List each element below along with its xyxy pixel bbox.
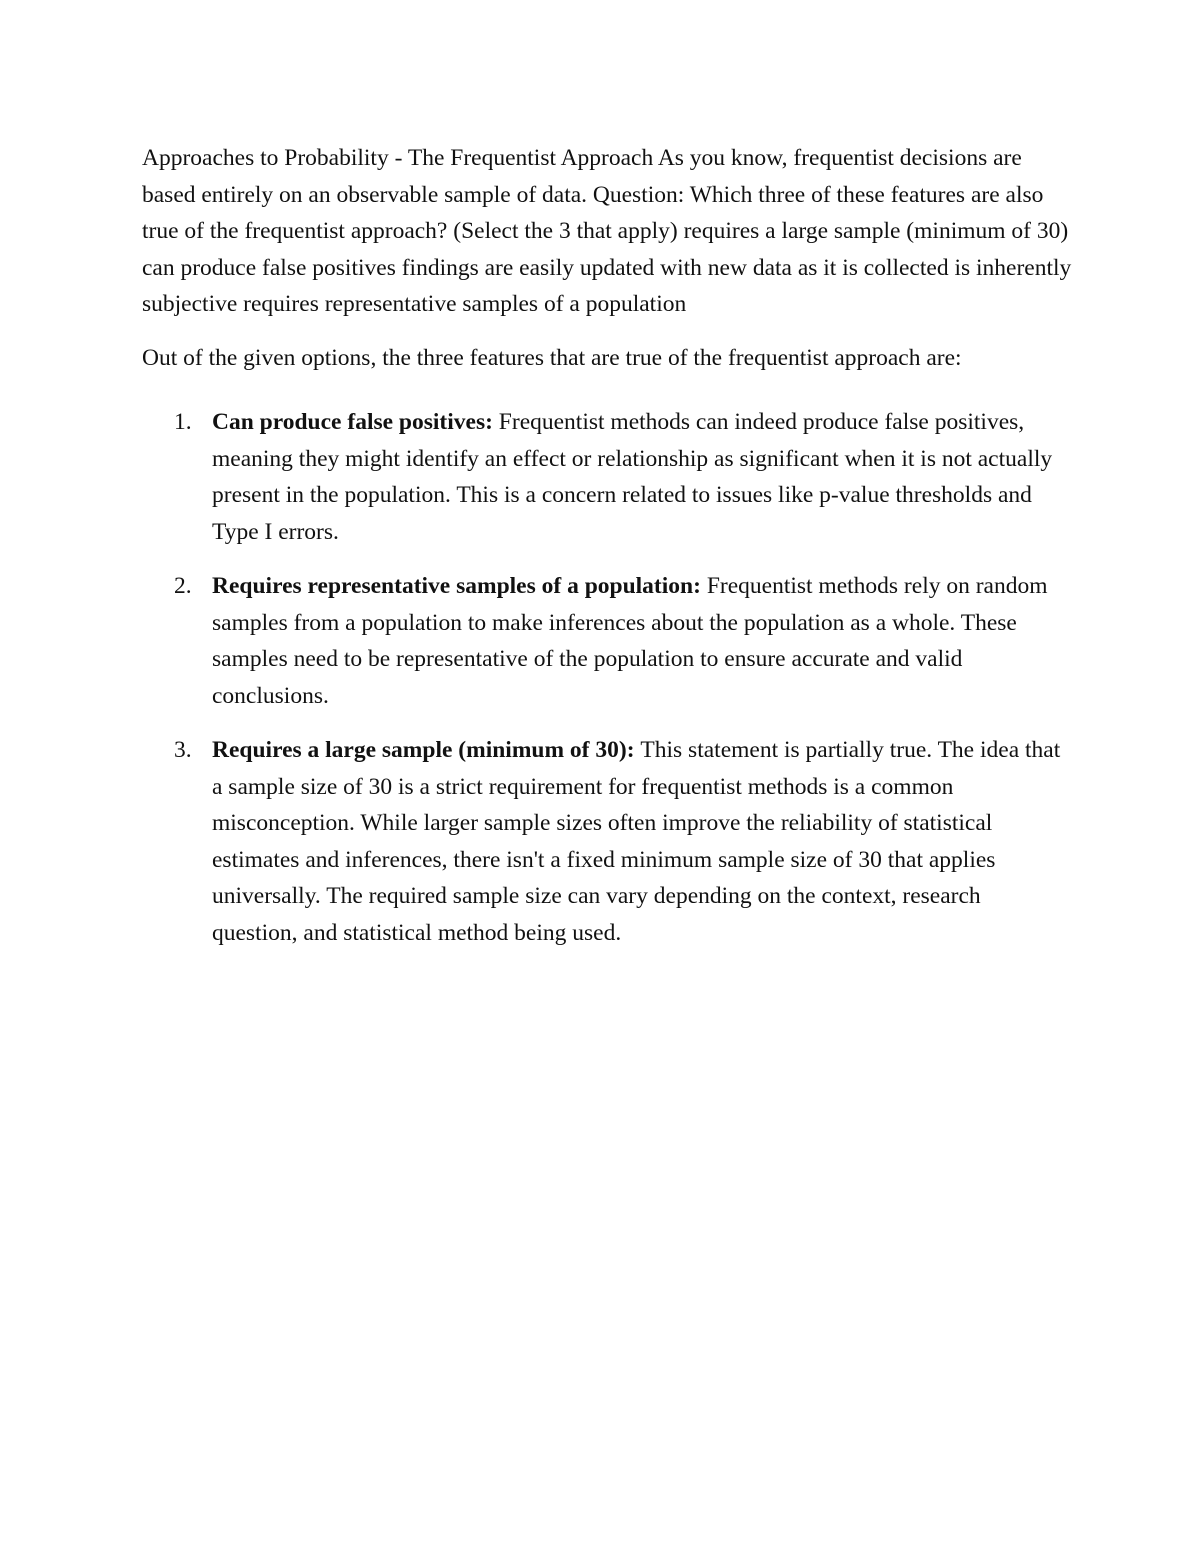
- answer-title: Requires representative samples of a population:: [212, 573, 707, 599]
- answer-title: Can produce false positives:: [212, 409, 499, 435]
- answer-text: Frequentist methods rely on random samples from a population to make inferences about the population as a whole. These samples need to be representative of the population to ensure accurate and valid conclusions.: [212, 573, 1048, 709]
- question-paragraph: Approaches to Probability - The Frequentist Approach As you know, frequentist decisions are based entirely on an observable sample of data. Question: Which three of these features are also true of the frequentist approach? (Select the 3 that apply) requires a large sample (minimum of 30) can produce false positives findings are easily updated with new data as it is collected is inherently subjective requires representative samples of a population: [142, 145, 1072, 317]
- list-number: 3.: [174, 737, 192, 763]
- list-number: 2.: [174, 573, 192, 599]
- answer-title: Requires a large sample (minimum of 30):: [212, 737, 641, 763]
- answer-text: This statement is partially true. The idea that a sample size of 30 is a strict requirement for frequentist methods is a common misconception. While larger sample sizes often improve the reliability of statistical estimates and inferences, there isn't a fixed minimum sample size of 30 that applies universally. The required sample size can vary depending on the context, research question, and statistical method being used.: [212, 737, 1061, 946]
- answer-text: Frequentist methods can indeed produce false positives, meaning they might identify an effect or relationship as significant when it is not actually present in the population. This is a concern related to issues like p-value thresholds and Type I errors.: [212, 409, 1053, 545]
- answer-intro: Out of the given options, the three features that are true of the frequentist approach are:: [142, 344, 962, 371]
- list-item: [142, 404, 1072, 550]
- list-number: 1.: [174, 409, 192, 435]
- document-body: [142, 140, 1072, 969]
- list-item: [142, 568, 1072, 714]
- list-item: [142, 732, 1072, 951]
- answer-list: [142, 404, 1072, 951]
